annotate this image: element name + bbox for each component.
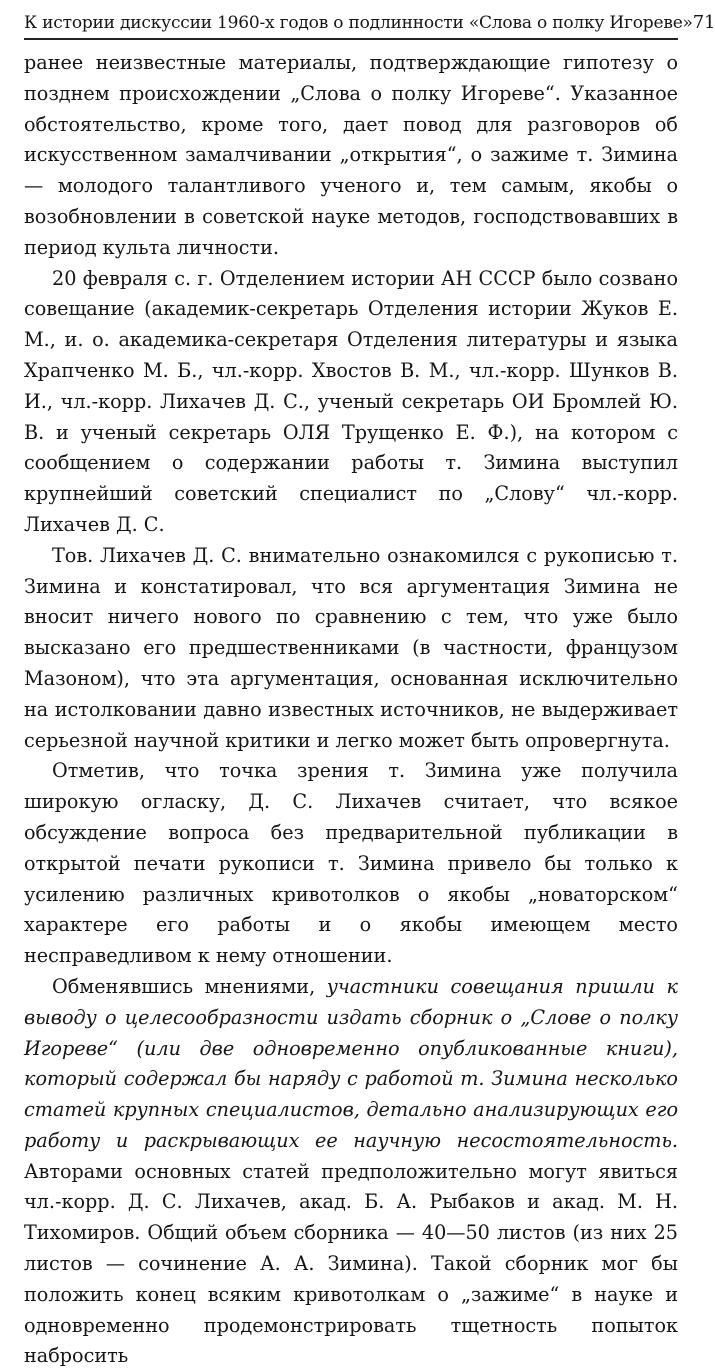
italic-passage: участники совещания пришли к выводу о целесообразности издать сборник о „Слове о полку Игореве“ (или две одновременно опубликованные книги), который содержал бы наряду с работой т. Зимина несколько статей крупных специалистов, детально анализирующих его работу и раскрывающих ее научную несостоятельность. <box>24 974 678 1152</box>
paragraph: Тов. Лихачев Д. С. внимательно ознакомился с рукописью т. Зимина и констатировал, что вся аргументация Зимина не вносит ничего нового по сравнению с тем, что уже было высказано его предшественниками (в частности, французом Мазоном), что эта аргументация, основанная исключительно на истолковании давно известных источников, не выдерживает серьезной научной критики и легко может быть опровергнута. <box>24 543 678 752</box>
running-header <box>24 0 715 40</box>
paragraph-tail: Авторами основных статей предположительно могут явиться чл.-корр. Д. С. Лихачев, акад. Б. А. Рыбаков и акад. М. Н. Тихомиров. Общий объем сборника — 40—50 листов (из них 25 листов — сочинение А. А. Зимина). Такой сборник мог бы положить конец всяким кривотолкам о „зажиме“ в науке и одновременно продемонстрировать тщетность попыток набросить <box>24 1159 678 1368</box>
paragraph-continued: ранее неизвестные материалы, подтверждающие гипотезу о позднем происхождении „Слова о полку Игореве“. Указанное обстоятельство, кроме того, дает повод для разговоров об искусственном замалчивании „открытия“, о зажиме т. Зимина — молодого талантливого ученого и, тем самым, якобы о возобновлении в советской науке методов, господствовавших в период культа личности. <box>24 51 678 259</box>
paragraph <box>24 972 678 1372</box>
body-text <box>24 48 678 1372</box>
running-title: К истории дискуссии 1960-х годов о подлинности «Слова о полку Игореве» <box>24 13 693 33</box>
page-number: 71 <box>692 12 715 33</box>
paragraph: 20 февраля с. г. Отделением истории АН СССР было созвано совещание (академик-секретарь Отделения истории Жуков Е. М., и. о. академика-секретаря Отделения литературы и языка Храпченко М. Б., чл.-корр. Хвостов В. М., чл.-корр. Шунков В. И., чл.-корр. Лихачев Д. С., ученый секретарь ОИ Бромлей Ю. В. и ученый секретарь ОЛЯ Трущенко Е. Ф.), на котором с сообщением о содержании работы т. Зимина выступил крупнейший советский специалист по „Слову“ чл.-корр. Лихачев Д. С. <box>24 266 678 536</box>
paragraph-lead: Обменявшись мнениями, <box>52 974 327 998</box>
paragraph: Отметив, что точка зрения т. Зимина уже получила широкую огласку, Д. С. Лихачев считает, что всякое обсуждение вопроса без предварительной публикации в открытой печати рукописи т. Зимина привело бы только к усилению различных кривотолков о якобы „новаторском“ характере его работы и о якобы имеющем место несправедливом к нему отношении. <box>24 759 678 968</box>
